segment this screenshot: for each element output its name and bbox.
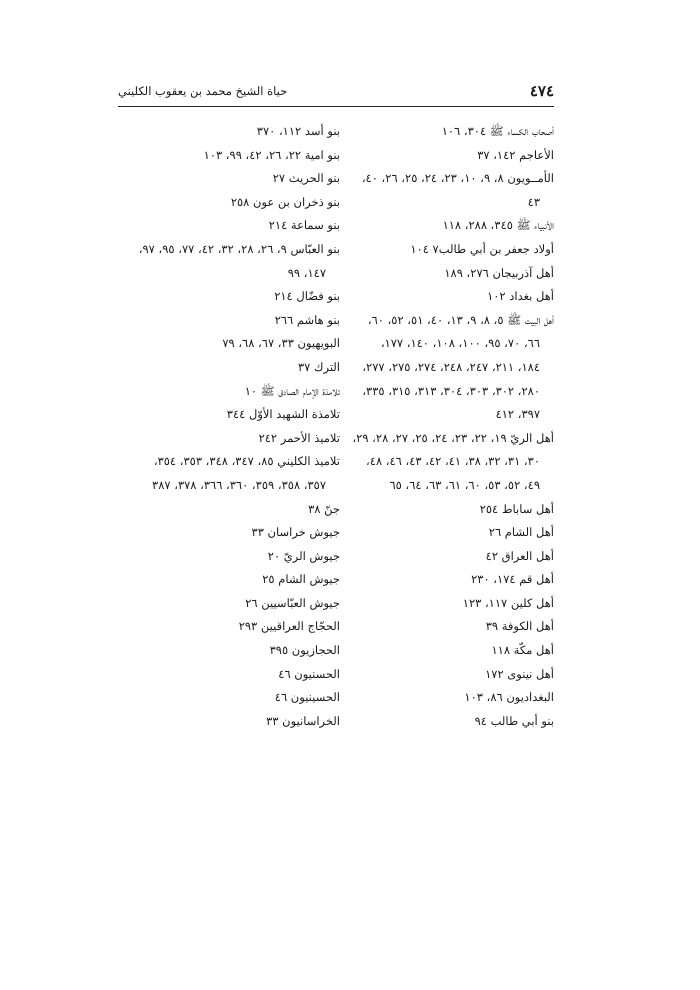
index-entry: الحسنيون ٤٦: [278, 666, 340, 681]
index-entry: أهل قم ١٧٤، ٢٣٠: [471, 572, 554, 587]
page-header: [118, 82, 554, 107]
index-entry: أهل بغداد ١٠٢: [487, 289, 554, 304]
index-entry: تلامذة الشهيد الأوّل ٣٤٤: [226, 407, 340, 422]
index-entry-continuation: ٤٩، ٥٢، ٥٣، ٦٠، ٦١، ٦٣، ٦٤، ٦٥: [389, 477, 540, 492]
index-entry-continuation: ٣٠، ٣١، ٣٢، ٣٨، ٤١، ٤٢، ٤٣، ٤٦، ٤٨،: [366, 454, 540, 469]
index-entry: أهل العراق ٤٢: [485, 548, 554, 563]
index-entry: أهل مكّة ١١٨: [491, 643, 554, 658]
index-entry: تلاميذ الأحمر ٢٤٢: [258, 430, 340, 445]
index-entry-continuation: ١٨٤، ٢١١، ٢٤٧، ٢٤٨، ٢٧٤، ٢٧٥، ٢٧٧،: [362, 359, 540, 374]
index-entry: بنو امية ٢٢، ٢٦، ٤٢، ٩٩، ١٠٣: [203, 147, 340, 162]
index-entry: بنو الحريث ٢٧: [272, 171, 340, 186]
index-entry: جيوش خراسان ٣٣: [251, 525, 340, 540]
index-entry: الأعاجم ١٤٢، ٣٧: [477, 147, 554, 162]
index-entry: تلامذة الإمام الصادق ﷺ ١٠: [244, 383, 340, 398]
index-entry: الحسينيون ٤٦: [274, 690, 340, 705]
index-entry: أهل الكوفة ٣٩: [485, 619, 554, 634]
index-entry-continuation: ٦٦، ٧٠، ٩٥، ١٠٠، ١٠٨، ١٤٠، ١٧٧،: [380, 336, 540, 351]
index-column-right: [344, 120, 554, 733]
index-entry-continuation: ٣٥٧، ٣٥٨، ٣٥٩، ٣٦٠، ٣٦٦، ٣٧٨، ٣٨٧: [152, 477, 326, 492]
index-entry: أهل نينوى ١٧٢: [485, 666, 554, 681]
index-entry: أهل كلين ١١٧، ١٢٣: [462, 595, 554, 610]
index-entry: بنو ذخران بن عون ٢٥٨: [230, 194, 340, 209]
index-entry-continuation: ١٤٧، ٩٩: [287, 265, 326, 280]
index-entry-continuation: ٤٣: [527, 194, 540, 209]
index-entry: أصحاب الكساء ﷺ ٣٠٤، ١٠٦: [441, 124, 554, 138]
index-entry: أهل الريّ ١٩، ٢٢، ٢٣، ٢٤، ٢٥، ٢٧، ٢٨، ٢٩،: [352, 430, 554, 445]
index-entry: الخراسانيون ٣٣: [266, 713, 340, 728]
index-entry: جيوش العبّاسيين ٢٦: [245, 595, 340, 610]
running-title: حياة الشيخ محمد بن يعقوب الكليني: [118, 84, 288, 98]
index-entry: أهل ساباط ٢٥٤: [479, 501, 554, 516]
index-entry: البغداديون ٨٦، ١٠٣: [464, 690, 554, 705]
index-entry: تلاميذ الكليني ٨٥، ٣٤٧، ٣٤٨، ٣٥٣، ٣٥٤،: [153, 454, 340, 469]
index-entry: الأنبياء ﷺ ٣٤٥، ٢٨٨، ١١٨: [442, 218, 554, 233]
index-entry: بنو فضّال ٢١٤: [274, 289, 340, 304]
index-entry: الحجّاج العراقيين ٢٩٣: [238, 619, 340, 634]
index-entry: الحجازيون ٣٩٥: [269, 643, 340, 658]
index-column-left: [120, 120, 340, 733]
page-number: ٤٧٤: [529, 82, 554, 100]
index-entry: الأمــويون ٨، ٩، ١٠، ٢٣، ٢٤، ٢٥، ٢٦، ٤٠،: [361, 171, 554, 186]
index-entry: جيوش الريّ ٢٠: [267, 548, 340, 563]
index-entry: أهل البيت ﷺ ٥، ٨، ٩، ١٣، ٤٠، ٥١، ٥٢، ٦٠،: [367, 312, 554, 327]
index-entry: بنو أسد ١١٢، ٣٧٠: [256, 124, 340, 138]
index-entry: أهل الشام ٢٦: [488, 525, 554, 540]
index-entry-continuation: ٣٩٧، ٤١٢: [495, 407, 540, 422]
index-entry: بنو سماعة ٢١٤: [268, 218, 340, 233]
index-entry: جنّ ٣٨: [308, 501, 340, 516]
index-entry: أولاد جعفر بن أبي طالب٧ ١٠٤: [410, 241, 554, 256]
index-entry: الترك ٣٧: [297, 359, 340, 374]
index-entry: بنو العبّاس ٩، ٢٦، ٢٨، ٣٢، ٤٢، ٧٧، ٩٥، ٩٧،: [138, 241, 340, 256]
index-entry: أهل آذربيجان ٢٧٦، ١٨٩: [444, 265, 554, 280]
index-entry: جيوش الشام ٢٥: [262, 572, 340, 587]
index-entry-continuation: ٢٨٠، ٣٠٢، ٣٠٣، ٣٠٤، ٣١٣، ٣١٥، ٣٣٥،: [362, 383, 540, 398]
index-entry: بنو أبي طالب ٩٤: [474, 713, 554, 728]
index-entry: البويهيون ٣٣، ٦٧، ٦٨، ٧٩: [222, 336, 340, 351]
index-entry: بنو هاشم ٢٦٦: [274, 312, 340, 327]
